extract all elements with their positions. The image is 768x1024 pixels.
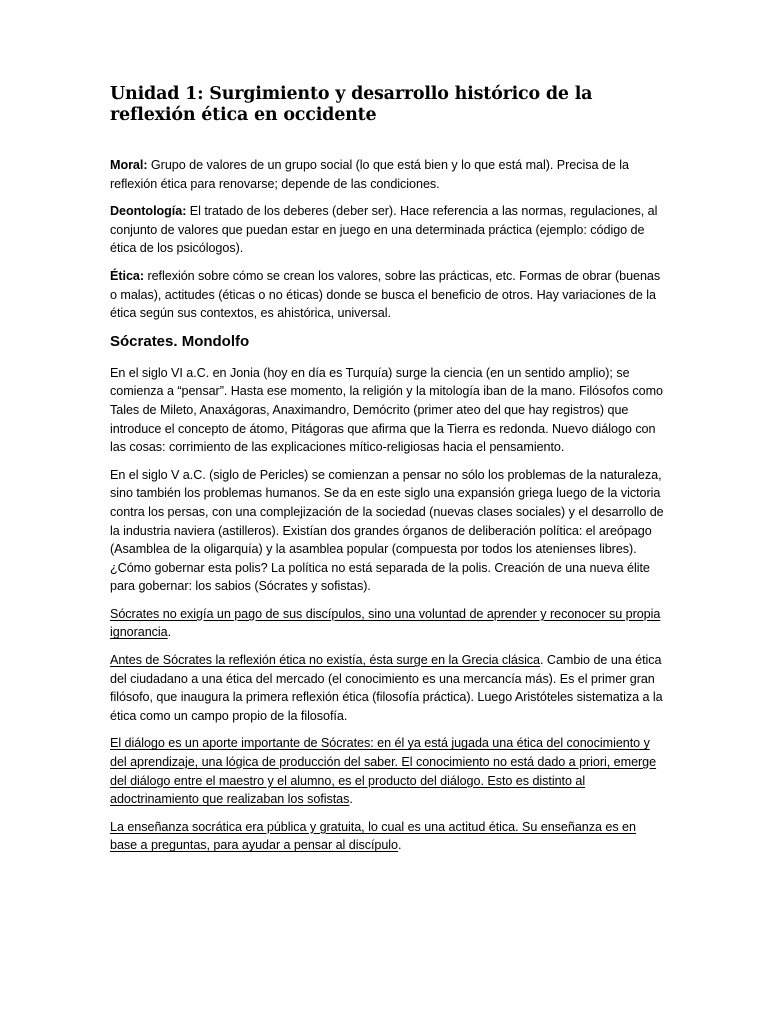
paragraph-text: . xyxy=(349,792,353,807)
definition-text: El tratado de los deberes (deber ser). Hace referencia a las normas, regulaciones, al conjunto de valores que puedan estar en juego en una determinada práctica (ejemplo: código de ética de los psicólogos). xyxy=(110,204,658,256)
underlined-text: Antes de Sócrates la reflexión ética no existía, ésta surge en la Grecia clásica xyxy=(110,653,541,668)
underlined-text: El diálogo es un aporte importante de Sócrates: en él ya está jugada una ética del conocimiento y del aprendizaje, una lógica de producción del saber. El conocimiento no está dado a priori, emerge del diálogo entre el maestro y el alumno, es el producto del diálogo. Esto es distinto al adoctrinamiento que realizaban los sofistas xyxy=(110,736,657,807)
paragraph-text: . xyxy=(167,625,172,640)
definition-moral xyxy=(110,156,666,193)
definition-term: Moral: xyxy=(110,158,148,172)
paragraph-text: . xyxy=(398,838,402,853)
definition-term: Ética: xyxy=(110,268,144,283)
paragraph-text: . Cambio de una ética del ciudadano a una ética del mercado (el conocimiento es una mercancía más). Es el primer gran filósofo, que inaugura la primera reflexión ética (filosofía práctica). Luego Aristóteles sistematiza a la ética como un campo propio de la filosofía. xyxy=(110,653,663,723)
definition-text: reflexión sobre cómo se crean los valores, sobre las prácticas, etc. Formas de obrar (buenas o malas), actitudes (éticas o no éticas) donde se busca el beneficio de otros. Hay variaciones de la ética según sus contextos, es ahistórica, universal. xyxy=(110,268,661,321)
paragraph-dialogo xyxy=(110,734,666,808)
document-page xyxy=(110,84,666,864)
paragraph-ensenanza xyxy=(110,818,666,855)
definition-deontologia xyxy=(110,202,666,258)
definition-etica xyxy=(110,267,666,323)
paragraph-antes-de-socrates xyxy=(110,651,666,725)
section-heading: Sócrates. Mondolfo xyxy=(110,332,250,350)
underlined-text: Sócrates no exigía un pago de sus discípulos, sino una voluntad de aprender y reconocer su propia ignorancia xyxy=(110,606,661,640)
underlined-text: La enseñanza socrática era pública y gratuita, lo cual es una actitud ética. Su enseñanza es en base a preguntas, para ayudar a pensar al discípulo xyxy=(110,819,636,853)
paragraph-siglo-vi: En el siglo VI a.C. en Jonia (hoy en día es Turquía) surge la ciencia (en un sentido amplio); se comienza a “pensar”. Hasta ese momento, la religión y la mitología iban de la mano. Filósofos como Tales de Mileto, Anaxágoras, Anaximandro, Demócrito (primer ateo del que hay registros) que introduce el concepto de átomo, Pitágoras que afirma que la Tierra es redonda. Nuevo diálogo con las cosas: corrimiento de las explicaciones mítico-religiosas hacia el pensamiento. xyxy=(110,365,663,455)
definition-text: Grupo de valores de un grupo social (lo que está bien y lo que está mal). Precisa de la reflexión ética para renovarse; depende de las condiciones. xyxy=(110,158,629,191)
paragraph-siglo-v: En el siglo V a.C. (siglo de Pericles) se comienzan a pensar no sólo los problemas de la naturaleza, sino también los problemas humanos. Se da en este siglo una expansión griega luego de la victoria contra los persas, con una complejización de la sociedad (nuevas clases sociales) y el desarrollo de la industria naviera (astilleros). Existían dos grandes órganos de deliberación política: el areópago (Asamblea de la oligarquía) y la asamblea popular (compuesta por todos los atenienses libres). ¿Cómo gobernar esta polis? La política no está separada de la polis. Creación de una nueva élite para gobernar: los sabios (Sócrates y sofistas). xyxy=(110,467,664,594)
document-title: Unidad 1: Surgimiento y desarrollo histórico de la reflexión ética en occidente xyxy=(110,84,593,125)
definition-term: Deontología: xyxy=(110,204,187,219)
paragraph-socrates-pago xyxy=(110,605,666,642)
